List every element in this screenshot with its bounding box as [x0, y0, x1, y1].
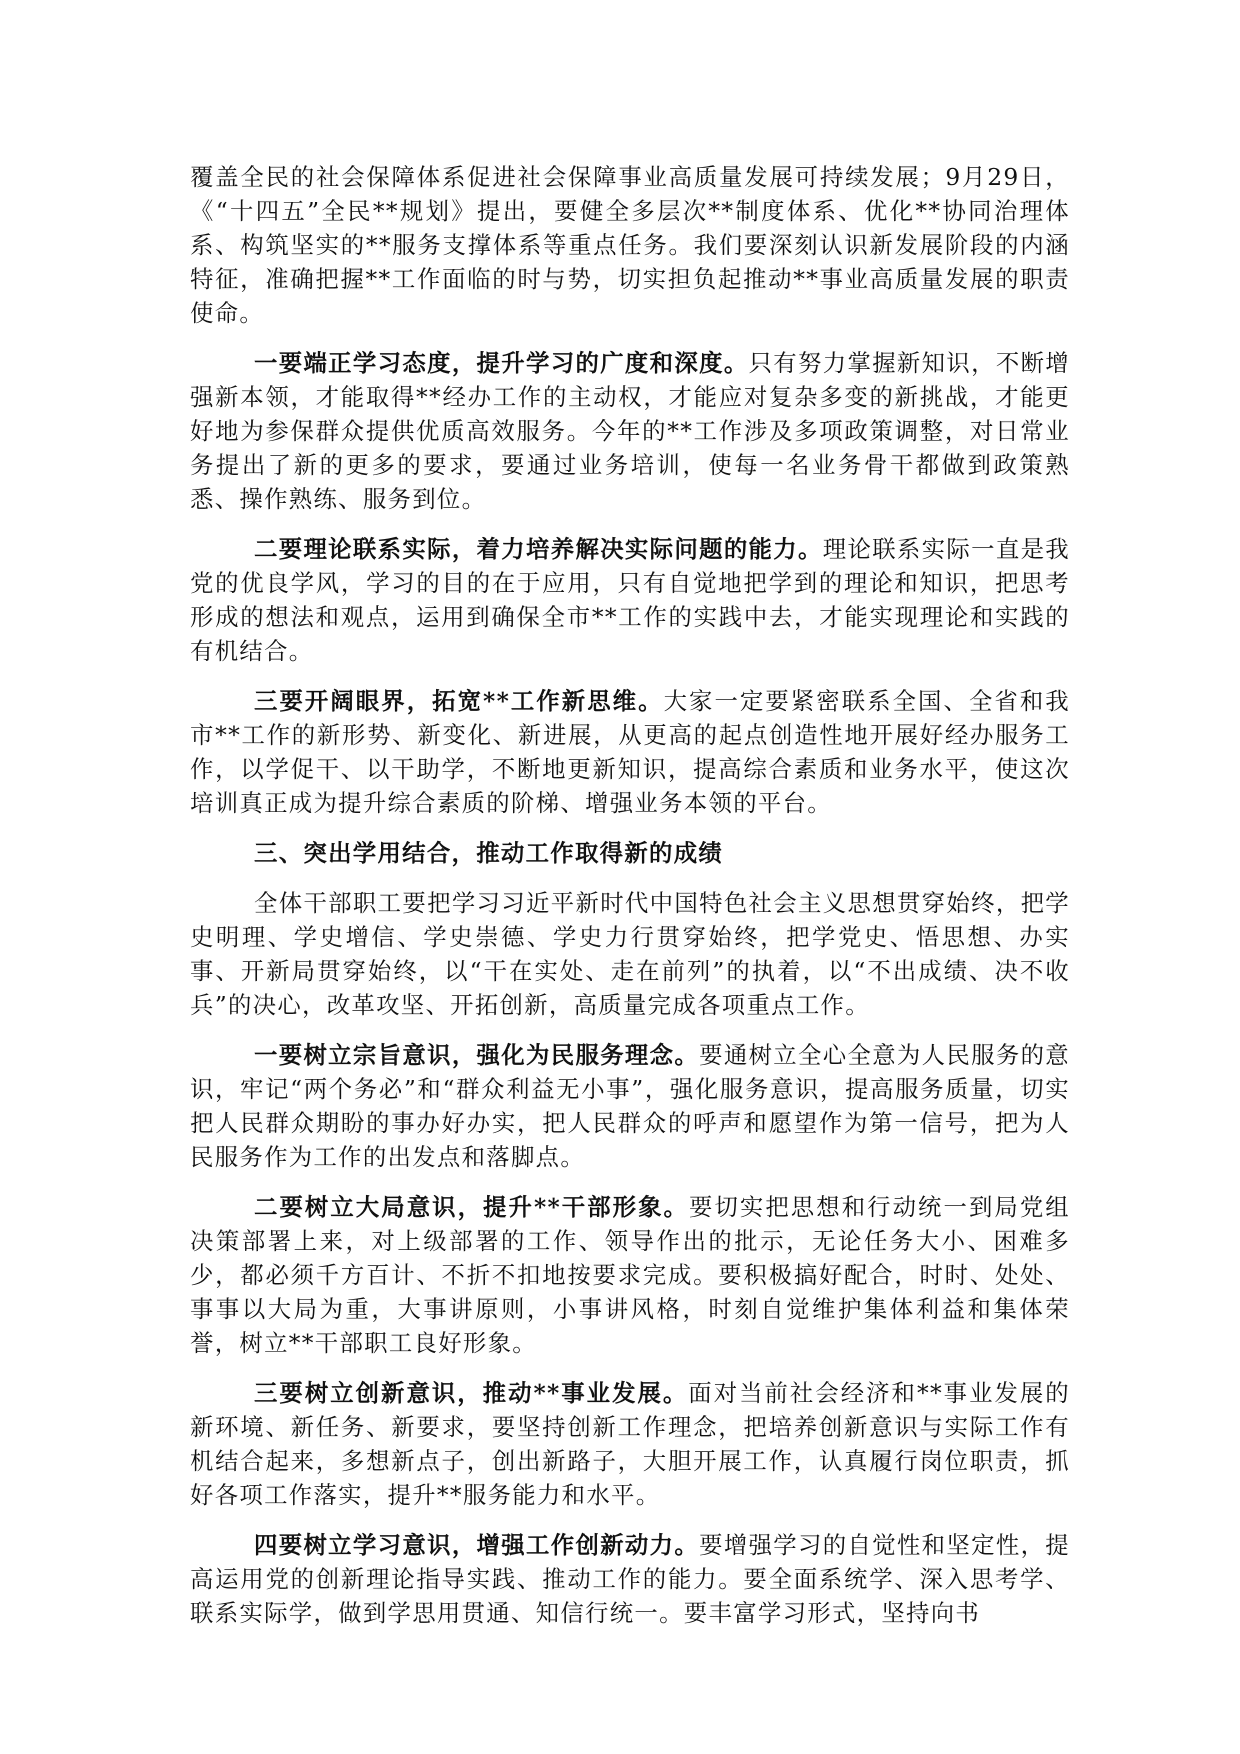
section-heading: 三、突出学用结合，推动工作取得新的成绩	[254, 839, 724, 867]
paragraph-body: 要切实把思想和行动统一到局党组决策部署上来，对上级部署的工作、领导作出的批示，无论任务大小、困难多少，都必须千方百计、不折不扣地按要求完成。要积极搞好配合，时时、处处、事事以大局为重，大事讲原则，小事讲风格，时刻自觉维护集体利益和集体荣誉，树立**干部职工良好形象。	[190, 1193, 1070, 1357]
paragraph-body: 全体干部职工要把学习习近平新时代中国特色社会主义思想贯穿始终，把学史明理、学史增信、学史崇德、学史力行贯穿始终，把学党史、悟思想、办实事、开新局贯穿始终，以“干在实处、走在前列”的执着，以“不出成绩、决不收兵”的决心，改革攻坚、开拓创新，高质量完成各项重点工作。	[190, 889, 1070, 1019]
paragraph-lead: 二要理论联系实际，着力培养解决实际问题的能力。	[254, 535, 823, 563]
paragraph-purpose-awareness	[190, 1038, 1070, 1174]
paragraph-learning-awareness	[190, 1528, 1070, 1630]
paragraph-lead: 三要开阔眼界，拓宽**工作新思维。	[254, 687, 664, 715]
paragraph-continuation	[190, 160, 1070, 330]
paragraph-broaden-horizon	[190, 684, 1070, 820]
paragraph-body: 面对当前社会经济和**事业发展的新环境、新任务、新要求，要坚持创新工作理念，把培养创新意识与实际工作有机结合起来，多想新点子，创出新路子，大胆开展工作，认真履行岗位职责，抓好各项工作落实，提升**服务能力和水平。	[190, 1379, 1070, 1509]
document-page	[190, 160, 1070, 1646]
paragraph-body: 覆盖全民的社会保障体系促进社会保障事业高质量发展可持续发展；9月29日，《“十四五”全民**规划》提出，要健全多层次**制度体系、优化**协同治理体系、构筑坚实的**服务支撑体系等重点任务。我们要深刻认识新发展阶段的内涵特征，准确把握**工作面临的时与势，切实担负起推动**事业高质量发展的职责使命。	[190, 163, 1070, 327]
paragraph-lead: 一要端正学习态度，提升学习的广度和深度。	[254, 349, 749, 377]
paragraph-body: 理论联系实际一直是我党的优良学风，学习的目的在于应用，只有自觉地把学到的理论和知识，把思考形成的想法和观点，运用到确保全市**工作的实践中去，才能实现理论和实践的有机结合。	[190, 535, 1070, 665]
paragraph-theory-practice	[190, 532, 1070, 668]
paragraph-overall-awareness	[190, 1190, 1070, 1360]
paragraph-body: 要增强学习的自觉性和坚定性，提高运用党的创新理论指导实践、推动工作的能力。要全面系统学、深入思考学、联系实际学，做到学思用贯通、知信行统一。要丰富学习形式，坚持向书	[190, 1531, 1070, 1627]
paragraph-lead: 二要树立大局意识，提升**干部形象。	[254, 1193, 690, 1221]
paragraph-lead: 四要树立学习意识，增强工作创新动力。	[254, 1531, 700, 1559]
paragraph-lead: 一要树立宗旨意识，强化为民服务理念。	[254, 1041, 700, 1069]
paragraph-body: 大家一定要紧密联系全国、全省和我市**工作的新形势、新变化、新进展，从更高的起点创造性地开展好经办服务工作，以学促干、以干助学，不断地更新知识，提高综合素质和业务水平，使这次培训真正成为提升综合素质的阶梯、增强业务本领的平台。	[190, 687, 1070, 817]
paragraph-body: 要通树立全心全意为人民服务的意识，牢记“两个务必”和“群众利益无小事”，强化服务意识，提高服务质量，切实把人民群众期盼的事办好办实，把人民群众的呼声和愿望作为第一信号，把为人民服务作为工作的出发点和落脚点。	[190, 1041, 1070, 1171]
paragraph-lead: 三要树立创新意识，推动**事业发展。	[254, 1379, 689, 1407]
paragraph-body: 只有努力掌握新知识，不断增强新本领，才能取得**经办工作的主动权，才能应对复杂多变的新挑战，才能更好地为参保群众提供优质高效服务。今年的**工作涉及多项政策调整，对日常业务提出了新的更多的要求，要通过业务培训，使每一名业务骨干都做到政策熟悉、操作熟练、服务到位。	[190, 349, 1070, 513]
paragraph-section-intro	[190, 886, 1070, 1022]
paragraph-study-attitude	[190, 346, 1070, 516]
paragraph-innovation-awareness	[190, 1376, 1070, 1512]
